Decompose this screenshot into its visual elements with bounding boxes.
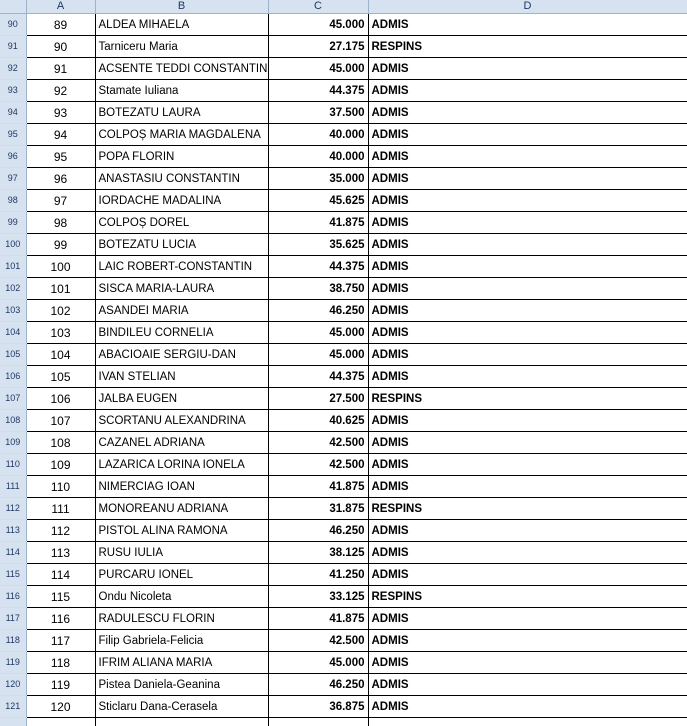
cell-c[interactable]: 46.250 [268, 674, 368, 696]
row-header[interactable]: 114 [0, 542, 26, 564]
cell-c[interactable]: 41.875 [268, 608, 368, 630]
cell-a[interactable]: 99 [26, 234, 95, 256]
cell-a[interactable]: 114 [26, 564, 95, 586]
cell-a[interactable]: 109 [26, 454, 95, 476]
row-header[interactable]: 112 [0, 498, 26, 520]
cell-c[interactable]: 31.875 [268, 498, 368, 520]
cell-c[interactable]: 41.875 [268, 476, 368, 498]
cell-a[interactable]: 116 [26, 608, 95, 630]
row-header[interactable]: 96 [0, 146, 26, 168]
cell-d[interactable]: ADMIS [368, 80, 687, 102]
cell-d[interactable]: ADMIS [368, 696, 687, 718]
cell-c[interactable]: 33.125 [268, 586, 368, 608]
table-row[interactable] [0, 564, 687, 586]
table-row[interactable] [0, 14, 687, 36]
cell-b[interactable]: ACSENTE TEDDI CONSTANTIN [95, 58, 268, 80]
row-header[interactable]: 93 [0, 80, 26, 102]
cell-d[interactable]: ADMIS [368, 124, 687, 146]
table-row[interactable] [0, 168, 687, 190]
cell-d[interactable]: ADMIS [368, 652, 687, 674]
table-row[interactable] [0, 124, 687, 146]
cell-c[interactable]: 27.175 [268, 36, 368, 58]
cell-b[interactable]: ALDEA MIHAELA [95, 14, 268, 36]
column-header-c[interactable]: C [268, 0, 368, 14]
row-header[interactable]: 90 [0, 14, 26, 36]
cell-d[interactable]: ADMIS [368, 608, 687, 630]
cell-b[interactable]: Filip Gabriela-Felicia [95, 630, 268, 652]
column-header-d[interactable]: D [368, 0, 687, 14]
table-row[interactable] [0, 630, 687, 652]
cell-a[interactable]: 101 [26, 278, 95, 300]
cell-a[interactable]: 100 [26, 256, 95, 278]
table-row[interactable] [0, 278, 687, 300]
cell-d[interactable]: ADMIS [368, 234, 687, 256]
cell-a[interactable]: 91 [26, 58, 95, 80]
cell-c[interactable]: 42.500 [268, 454, 368, 476]
cell-d[interactable]: RESPINS [368, 586, 687, 608]
row-header[interactable]: 103 [0, 300, 26, 322]
cell-c[interactable]: 42.500 [268, 630, 368, 652]
row-header[interactable]: 108 [0, 410, 26, 432]
row-header[interactable]: 92 [0, 58, 26, 80]
cell-b[interactable]: Tarniceru Maria [95, 36, 268, 58]
cell-d[interactable]: ADMIS [368, 278, 687, 300]
cell-a[interactable]: 119 [26, 674, 95, 696]
table-row[interactable] [0, 586, 687, 608]
row-header[interactable]: 94 [0, 102, 26, 124]
cell-d[interactable]: ADMIS [368, 410, 687, 432]
cell-d[interactable]: ADMIS [368, 58, 687, 80]
cell-b[interactable]: Stamate Iuliana [95, 80, 268, 102]
row-header[interactable]: 97 [0, 168, 26, 190]
cell-a[interactable]: 117 [26, 630, 95, 652]
cell-b[interactable]: PISTOL ALINA RAMONA [95, 520, 268, 542]
cell-a[interactable]: 103 [26, 322, 95, 344]
row-header[interactable]: 109 [0, 432, 26, 454]
cell-d[interactable]: ADMIS [368, 300, 687, 322]
table-row[interactable] [0, 388, 687, 410]
row-header[interactable]: 105 [0, 344, 26, 366]
cell-c[interactable]: 41.875 [268, 212, 368, 234]
cell-d[interactable]: ADMIS [368, 476, 687, 498]
row-header[interactable]: 102 [0, 278, 26, 300]
row-header[interactable] [0, 718, 26, 726]
cell-b[interactable]: JALBA EUGEN [95, 388, 268, 410]
cell-c[interactable]: 36.875 [268, 696, 368, 718]
cell-a[interactable]: 92 [26, 80, 95, 102]
row-header[interactable]: 106 [0, 366, 26, 388]
table-row[interactable] [0, 344, 687, 366]
cell-b[interactable]: COLPOȘ DOREL [95, 212, 268, 234]
table-row[interactable] [0, 696, 687, 718]
cell-a[interactable]: 120 [26, 696, 95, 718]
cell-b[interactable]: CAZANEL ADRIANA [95, 432, 268, 454]
cell-c[interactable]: 45.000 [268, 58, 368, 80]
row-header[interactable]: 98 [0, 190, 26, 212]
cell-c[interactable]: 38.750 [268, 278, 368, 300]
table-row[interactable] [0, 718, 687, 726]
cell-b[interactable]: IFRIM ALIANA MARIA [95, 652, 268, 674]
cell-a[interactable]: 115 [26, 586, 95, 608]
cell-a[interactable]: 102 [26, 300, 95, 322]
column-header-b[interactable]: B [95, 0, 268, 14]
cell-c[interactable]: 45.000 [268, 344, 368, 366]
table-row[interactable] [0, 432, 687, 454]
cell-a[interactable]: 98 [26, 212, 95, 234]
table-row[interactable] [0, 58, 687, 80]
cell-b[interactable]: LAIC ROBERT-CONSTANTIN [95, 256, 268, 278]
cell-b[interactable] [95, 718, 268, 726]
table-row[interactable] [0, 234, 687, 256]
cell-d[interactable]: ADMIS [368, 212, 687, 234]
cell-c[interactable]: 44.375 [268, 366, 368, 388]
cell-b[interactable]: BOTEZATU LUCIA [95, 234, 268, 256]
cell-b[interactable]: ANASTASIU CONSTANTIN [95, 168, 268, 190]
table-row[interactable] [0, 542, 687, 564]
cell-c[interactable]: 35.625 [268, 234, 368, 256]
cell-d[interactable]: ADMIS [368, 432, 687, 454]
row-header[interactable]: 95 [0, 124, 26, 146]
cell-a[interactable]: 95 [26, 146, 95, 168]
table-row[interactable] [0, 674, 687, 696]
cell-b[interactable]: Pistea Daniela-Geanina [95, 674, 268, 696]
table-row[interactable] [0, 300, 687, 322]
table-row[interactable] [0, 36, 687, 58]
cell-d[interactable] [368, 718, 687, 726]
cell-b[interactable]: IVAN STELIAN [95, 366, 268, 388]
cell-c[interactable]: 46.250 [268, 520, 368, 542]
table-row[interactable] [0, 256, 687, 278]
cell-b[interactable]: MONOREANU ADRIANA [95, 498, 268, 520]
cell-c[interactable]: 40.625 [268, 410, 368, 432]
cell-d[interactable]: RESPINS [368, 388, 687, 410]
table-row[interactable] [0, 212, 687, 234]
column-header-row [0, 0, 687, 14]
row-header[interactable]: 110 [0, 454, 26, 476]
row-header[interactable]: 107 [0, 388, 26, 410]
cell-d[interactable]: ADMIS [368, 256, 687, 278]
cell-a[interactable]: 104 [26, 344, 95, 366]
cell-d[interactable]: RESPINS [368, 498, 687, 520]
row-header[interactable]: 101 [0, 256, 26, 278]
cell-d[interactable]: ADMIS [368, 322, 687, 344]
cell-d[interactable]: ADMIS [368, 14, 687, 36]
cell-b[interactable]: SISCA MARIA-LAURA [95, 278, 268, 300]
cell-d[interactable]: ADMIS [368, 630, 687, 652]
table-row[interactable] [0, 498, 687, 520]
cell-a[interactable]: 106 [26, 388, 95, 410]
cell-c[interactable]: 45.000 [268, 322, 368, 344]
cell-d[interactable]: ADMIS [368, 564, 687, 586]
row-header[interactable]: 100 [0, 234, 26, 256]
row-header[interactable]: 99 [0, 212, 26, 234]
cell-b[interactable]: Sticlaru Dana-Cerasela [95, 696, 268, 718]
cell-a[interactable]: 112 [26, 520, 95, 542]
table-row[interactable] [0, 190, 687, 212]
table-row[interactable] [0, 454, 687, 476]
cell-d[interactable]: ADMIS [368, 344, 687, 366]
cell-b[interactable]: NIMERCIAG IOAN [95, 476, 268, 498]
cell-c[interactable]: 45.625 [268, 190, 368, 212]
cell-a[interactable]: 107 [26, 410, 95, 432]
cell-a[interactable]: 105 [26, 366, 95, 388]
cell-b[interactable]: SCORTANU ALEXANDRINA [95, 410, 268, 432]
cell-d[interactable]: RESPINS [368, 36, 687, 58]
cell-a[interactable]: 113 [26, 542, 95, 564]
row-header[interactable]: 104 [0, 322, 26, 344]
cell-a[interactable]: 97 [26, 190, 95, 212]
table-row[interactable] [0, 146, 687, 168]
cell-b[interactable]: COLPOȘ MARIA MAGDALENA [95, 124, 268, 146]
cell-b[interactable]: ASANDEI MARIA [95, 300, 268, 322]
cell-d[interactable]: ADMIS [368, 190, 687, 212]
cell-d[interactable]: ADMIS [368, 520, 687, 542]
cell-a[interactable] [26, 718, 95, 726]
table-row[interactable] [0, 366, 687, 388]
row-header[interactable]: 111 [0, 476, 26, 498]
cell-d[interactable]: ADMIS [368, 146, 687, 168]
cell-d[interactable]: ADMIS [368, 366, 687, 388]
table-row[interactable] [0, 80, 687, 102]
table-row[interactable] [0, 476, 687, 498]
cell-a[interactable]: 96 [26, 168, 95, 190]
cell-d[interactable]: ADMIS [368, 454, 687, 476]
cell-c[interactable]: 38.125 [268, 542, 368, 564]
row-header[interactable]: 115 [0, 564, 26, 586]
row-header[interactable]: 116 [0, 586, 26, 608]
cell-a[interactable]: 94 [26, 124, 95, 146]
row-header[interactable]: 117 [0, 608, 26, 630]
cell-c[interactable]: 46.250 [268, 300, 368, 322]
cell-c[interactable]: 37.500 [268, 102, 368, 124]
cell-c[interactable]: 27.500 [268, 388, 368, 410]
row-header[interactable]: 118 [0, 630, 26, 652]
cell-c[interactable]: 40.000 [268, 124, 368, 146]
cell-c[interactable]: 40.000 [268, 146, 368, 168]
cell-b[interactable]: RADULESCU FLORIN [95, 608, 268, 630]
table-row[interactable] [0, 608, 687, 630]
select-all-corner[interactable] [0, 0, 26, 14]
cell-c[interactable]: 45.000 [268, 14, 368, 36]
cell-b[interactable]: POPA FLORIN [95, 146, 268, 168]
cell-b[interactable]: BINDILEU CORNELIA [95, 322, 268, 344]
cell-b[interactable]: BOTEZATU LAURA [95, 102, 268, 124]
cell-c[interactable]: 44.375 [268, 256, 368, 278]
cell-d[interactable]: ADMIS [368, 102, 687, 124]
cell-c[interactable] [268, 718, 368, 726]
row-header[interactable]: 121 [0, 696, 26, 718]
column-header-a[interactable]: A [26, 0, 95, 14]
table-row[interactable] [0, 102, 687, 124]
cell-c[interactable]: 44.375 [268, 80, 368, 102]
cell-a[interactable]: 118 [26, 652, 95, 674]
row-header[interactable]: 91 [0, 36, 26, 58]
row-header[interactable]: 119 [0, 652, 26, 674]
cell-a[interactable]: 111 [26, 498, 95, 520]
cell-a[interactable]: 93 [26, 102, 95, 124]
cell-d[interactable]: ADMIS [368, 674, 687, 696]
table-row[interactable] [0, 520, 687, 542]
cell-c[interactable]: 35.000 [268, 168, 368, 190]
cell-b[interactable]: LAZARICA LORINA IONELA [95, 454, 268, 476]
cell-a[interactable]: 108 [26, 432, 95, 454]
table-row[interactable] [0, 322, 687, 344]
cell-b[interactable]: Ondu Nicoleta [95, 586, 268, 608]
cell-a[interactable]: 90 [26, 36, 95, 58]
cell-a[interactable]: 110 [26, 476, 95, 498]
cell-b[interactable]: PURCARU IONEL [95, 564, 268, 586]
cell-a[interactable]: 89 [26, 14, 95, 36]
row-header[interactable]: 113 [0, 520, 26, 542]
row-header[interactable]: 120 [0, 674, 26, 696]
table-row[interactable] [0, 652, 687, 674]
cell-b[interactable]: IORDACHE MADALINA [95, 190, 268, 212]
cell-b[interactable]: ABACIOAIE SERGIU-DAN [95, 344, 268, 366]
cell-c[interactable]: 42.500 [268, 432, 368, 454]
cell-b[interactable]: RUSU IULIA [95, 542, 268, 564]
cell-c[interactable]: 45.000 [268, 652, 368, 674]
cell-d[interactable]: ADMIS [368, 168, 687, 190]
cell-d[interactable]: ADMIS [368, 542, 687, 564]
cell-c[interactable]: 41.250 [268, 564, 368, 586]
table-row[interactable] [0, 410, 687, 432]
